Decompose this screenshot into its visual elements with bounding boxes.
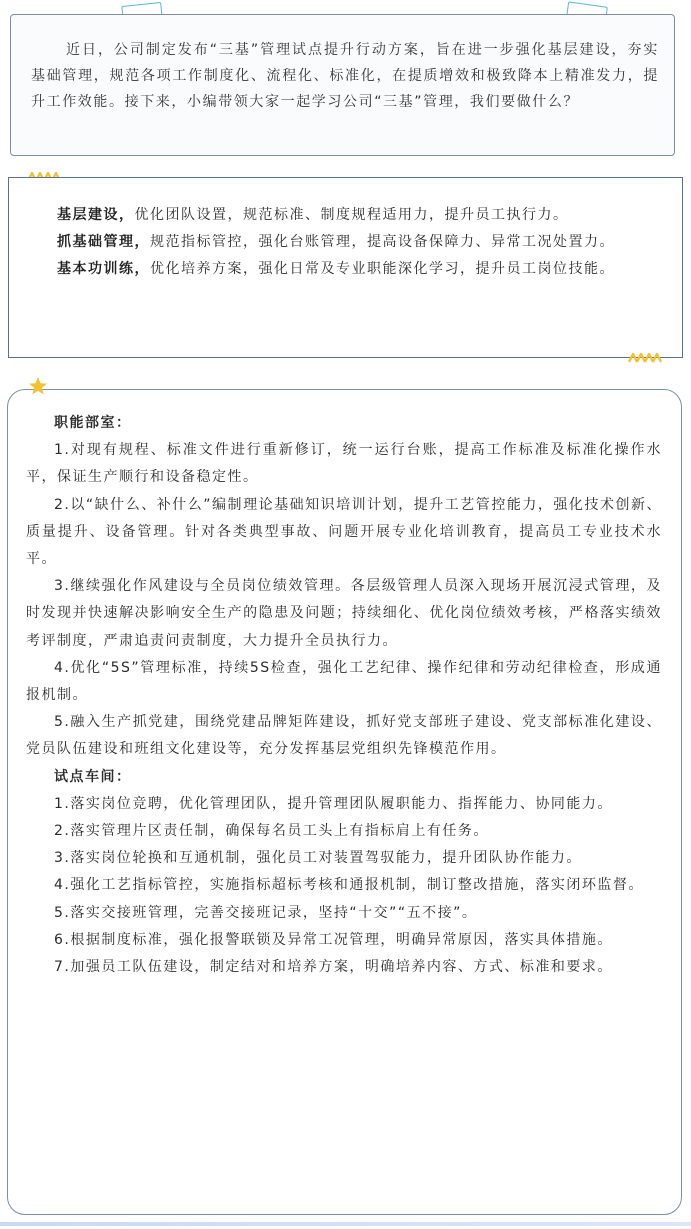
- list-item: 6.根据制度标准，强化报警联锁及异常工况管理，明确异常原因，落实具体措施。: [54, 931, 613, 948]
- summary-item-text: 优化团队设置，规范标准、制度规程适用力，提升员工执行力。: [134, 207, 569, 223]
- list-item: 2.以“缺什么、补什么”编制理论基础知识培训计划，提升工艺管控能力，强化技术创新、质量提升、设备管理。针对各类典型事故、问题开展专业化培训教育，提高员工专业技术水平。: [26, 496, 662, 568]
- zigzag-decoration-bottom: [627, 353, 667, 363]
- summary-box: [8, 177, 683, 358]
- summary-item: [29, 202, 663, 229]
- list-item: 7.加强员工队伍建设，制定结对和培养方案，明确培养内容、方式、标准和要求。: [54, 959, 613, 976]
- list-item: 5.融入生产抓党建，围绕党建品牌矩阵建设，抓好党支部班子建设、党支部标准化建设、党员队伍建设和班组文化建设等，充分发挥基层党组织先锋模范作用。: [26, 714, 662, 758]
- summary-item: [29, 229, 663, 256]
- workshop-heading: 试点车间：: [54, 768, 132, 785]
- list-item: 5.落实交接班管理，完善交接班记录，坚持“十交”“五不接”。: [54, 904, 478, 921]
- detail-content: [26, 410, 662, 981]
- intro-note: [10, 14, 675, 156]
- list-item: 2.落实管理片区责任制，确保每名员工头上有指标肩上有任务。: [54, 823, 489, 840]
- list-item: 1.对现有规程、标准文件进行重新修订，统一运行台账，提高工作标准及标准化操作水平，保证生产顺行和设备稳定性。: [26, 442, 662, 486]
- star-icon: [28, 376, 48, 396]
- departments-section: [26, 410, 662, 764]
- summary-item-text: 规范指标管控，强化台账管理，提高设备保障力、异常工况处置力。: [150, 234, 615, 250]
- summary-item-label: 抓基础管理，: [57, 234, 150, 250]
- list-item: 4.强化工艺指标管控，实施指标超标考核和通报机制，制订整改措施，落实闭环监督。: [54, 877, 644, 894]
- list-item: 3.落实岗位轮换和互通机制，强化员工对装置驾驭能力，提升团队协作能力。: [54, 850, 582, 867]
- summary-item-label: 基本功训练，: [57, 261, 150, 277]
- list-item: 3.继续强化作风建设与全员岗位绩效管理。各层级管理人员深入现场开展沉浸式管理，及时发现并快速解决影响安全生产的隐患及问题；持续细化、优化岗位绩效考核，严格落实绩效考评制度，严肃追责问责制度，大力提升全员执行力。: [26, 578, 662, 649]
- summary-item-text: 优化培养方案，强化日常及专业职能深化学习，提升员工岗位技能。: [150, 261, 615, 277]
- workshop-section: [26, 764, 662, 982]
- bottom-divider: [0, 1222, 691, 1226]
- summary-list: [29, 202, 663, 283]
- intro-paragraph: 近日，公司制定发布“三基”管理试点提升行动方案，旨在进一步强化基层建设，夯实基础管理，规范各项工作制度化、流程化、标准化，在提质增效和极致降本上精准发力，提升工作效能。接下来，小编带领大家一起学习公司“三基”管理，我们要做什么？: [31, 42, 659, 110]
- departments-heading: 职能部室：: [54, 415, 132, 431]
- summary-item: [29, 256, 663, 283]
- list-item: 4.优化“5S”管理标准，持续5S检查，强化工艺纪律、操作纪律和劳动纪律检查，形成通报机制。: [26, 659, 662, 704]
- summary-item-label: 基层建设，: [57, 207, 135, 223]
- detail-box: [7, 389, 682, 1215]
- list-item: 1.落实岗位竞聘，优化管理团队，提升管理团队履职能力、指挥能力、协同能力。: [54, 795, 613, 812]
